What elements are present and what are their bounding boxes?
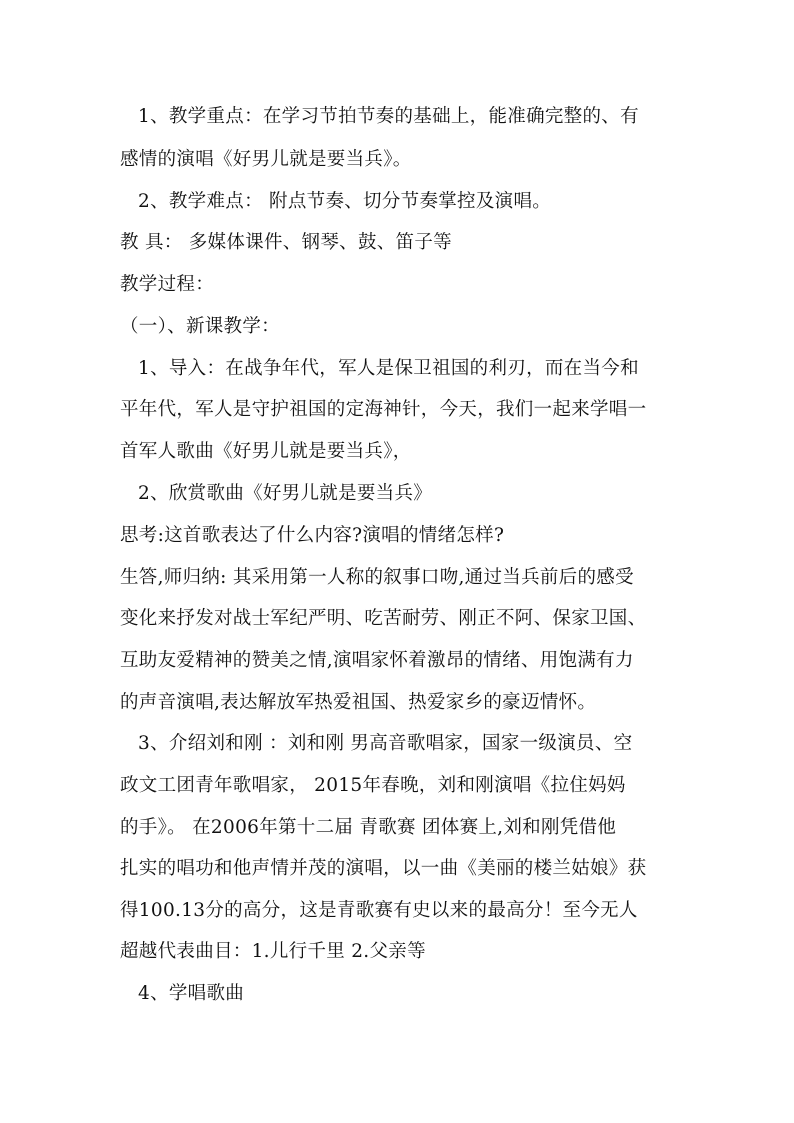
text-line: 的声音演唱,表达解放军热爱祖国、热爱家乡的豪迈情怀。 (120, 692, 597, 713)
text-line: 首军人歌曲《好男儿就是要当兵》， (120, 441, 412, 462)
text-line: 教学过程： (120, 274, 215, 295)
text-line: 1、导入：在战争年代，军人是保卫祖国的利刃，而在当今和 (138, 358, 639, 379)
text-line: 互助友爱精神的赞美之情,演唱家怀着激昂的情绪、用饱满有力 (120, 650, 634, 671)
text-line: 2、教学难点： 附点节奏、切分节奏掌控及演唱。 (138, 191, 552, 212)
text-line: 教 具： 多媒体课件、钢琴、鼓、笛子等 (120, 232, 452, 253)
text-line: 3、介绍刘和刚 ：刘和刚 男高音歌唱家，国家一级演员、空 (138, 733, 633, 754)
text-line: 生答,师归纳: 其采用第一人称的叙事口吻,通过当兵前后的感受 (120, 567, 634, 588)
text-line: 的手》。 在2006年第十二届 青歌赛 团体赛上,刘和刚凭借他 (120, 817, 617, 838)
text-line: 1、教学重点：在学习节拍节奏的基础上，能准确完整的、有 (138, 106, 639, 127)
text-line: 2、欣赏歌曲《好男儿就是要当兵》 (138, 483, 433, 504)
text-line: 超越代表曲目：1.儿行千里 2.父亲等 (120, 941, 426, 962)
text-line: 感情的演唱《好男儿就是要当兵》。 (120, 149, 412, 170)
text-line: 4、学唱歌曲 (138, 983, 245, 1004)
text-line: 得100.13分的高分，这是青歌赛有史以来的最高分！至今无人 (120, 900, 638, 921)
section-heading: （一）、新课教学： (120, 316, 280, 337)
text-line: 扎实的唱功和他声情并茂的演唱，以一曲《美丽的楼兰姑娘》获 (120, 858, 647, 879)
text-line: 思考:这首歌表达了什么内容?演唱的情绪怎样? (120, 525, 505, 546)
text-line: 变化来抒发对战士军纪严明、吃苦耐劳、刚正不阿、保家卫国、 (120, 608, 647, 629)
text-line: 平年代，军人是守护祖国的定海神针，今天，我们一起来学唱一 (120, 399, 647, 420)
text-line: 政文工团青年歌唱家， 2015年春晚，刘和刚演唱《拉住妈妈 (120, 775, 626, 796)
